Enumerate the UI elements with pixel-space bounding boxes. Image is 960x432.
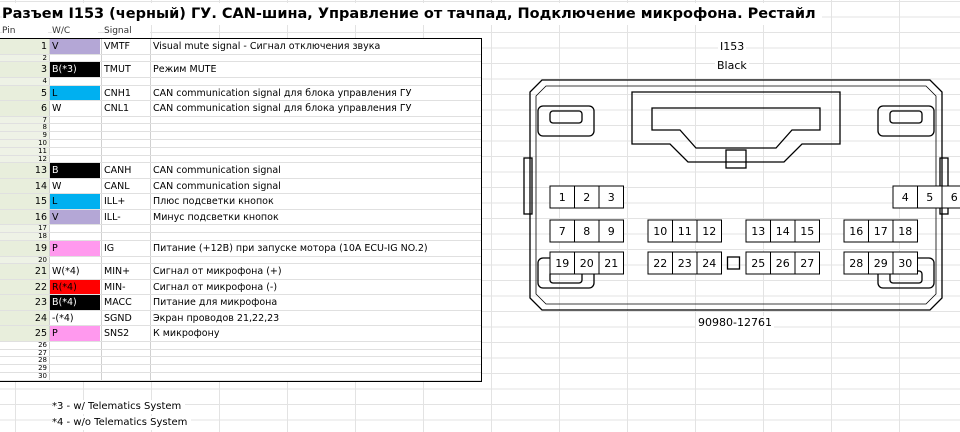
pin-row	[0, 326, 482, 342]
pin-row	[0, 264, 482, 280]
cavity-number: 24	[702, 257, 717, 270]
wire-color: W	[50, 179, 100, 195]
pin-row	[0, 295, 482, 311]
pin-number: 1	[0, 39, 49, 55]
pin-row	[0, 163, 482, 179]
pin-number: 6	[0, 101, 49, 117]
lock-slot	[550, 111, 582, 123]
pin-number: 15	[0, 194, 49, 210]
signal-description: Минус подсветки кнопок	[153, 211, 279, 223]
pin-number: 12	[0, 156, 49, 164]
pin-number: 3	[0, 62, 49, 78]
connector-color-label: Black	[717, 59, 747, 72]
pin-number: 23	[0, 295, 49, 311]
connector-id-label: I153	[720, 40, 745, 53]
wire-color: -(*4)	[50, 311, 100, 327]
pin-number: 10	[0, 140, 49, 148]
wire-color: P	[50, 241, 100, 257]
pin-row	[0, 179, 482, 195]
signal-code: ILL-	[104, 211, 121, 223]
cavity-number: 5	[926, 191, 934, 204]
cavity-number: 19	[555, 257, 570, 270]
cavity-number: 6	[950, 191, 958, 204]
signal-code: VMTF	[104, 41, 130, 52]
note-telematics-with: *3 - w/ Telematics System	[52, 400, 185, 414]
pin-row	[0, 210, 482, 226]
pin-number: 26	[0, 342, 49, 350]
lock-slot	[890, 111, 922, 123]
signal-code: MIN+	[104, 266, 131, 278]
note-telematics-without: *4 - w/o Telematics System	[52, 416, 191, 430]
pin-number: 2	[0, 55, 49, 63]
pin-number: 27	[0, 350, 49, 358]
connector-diagram	[512, 38, 960, 338]
cavity-number: 4	[901, 191, 909, 204]
signal-code: CANH	[104, 165, 132, 177]
cavity-number: 12	[702, 225, 717, 238]
wire-color: B(*4)	[50, 295, 100, 311]
pin-number: 13	[0, 163, 49, 179]
wire-color: B(*3)	[50, 62, 100, 78]
pin-number: 7	[0, 117, 49, 125]
cavity-number: 8	[583, 225, 591, 238]
signal-code: SNS2	[104, 328, 130, 340]
cavity-number: 17	[873, 225, 888, 238]
pin-number: 17	[0, 225, 49, 233]
lever-key	[726, 150, 746, 168]
pin-row	[0, 101, 482, 117]
signal-description: Плюс подсветки кнопок	[153, 196, 274, 208]
pin-table	[0, 38, 482, 382]
cavity-number: 11	[677, 225, 692, 238]
cavity-number: 9	[607, 225, 615, 238]
header-signal: Signal	[104, 25, 150, 38]
pin-number: 29	[0, 365, 49, 373]
wire-color: L	[50, 194, 100, 210]
wire-color: V	[50, 210, 100, 226]
pin-number: 20	[0, 257, 49, 265]
cavity-number: 13	[751, 225, 766, 238]
pin-number: 18	[0, 233, 49, 241]
signal-code: CANL	[104, 180, 130, 192]
left-side-bump	[524, 158, 532, 214]
header-pin: Pin	[2, 25, 48, 38]
wire-color: W(*4)	[50, 264, 100, 280]
header-wc: W/C	[52, 25, 98, 38]
pin-row	[0, 62, 482, 78]
cavity-number: 1	[558, 191, 566, 204]
pin-number: 30	[0, 373, 49, 381]
pin-row	[0, 39, 482, 55]
signal-code: ILL+	[104, 196, 126, 208]
cavity-number: 30	[898, 257, 913, 270]
signal-description: CAN communication signal для блока управления ГУ	[153, 87, 412, 99]
signal-description: CAN communication signal	[153, 180, 281, 192]
pin-number: 28	[0, 357, 49, 365]
blank-cavity	[728, 257, 740, 269]
pin-number: 14	[0, 179, 49, 195]
cavity-number: 20	[579, 257, 594, 270]
signal-code: SGND	[104, 312, 132, 324]
cavity-number: 21	[604, 257, 619, 270]
signal-description: Питание (+12В) при запуске мотора (10A ECU-IG NO.2)	[153, 243, 428, 254]
connector-outline	[512, 68, 960, 338]
pin-number: 19	[0, 241, 49, 257]
signal-code: CNH1	[104, 87, 131, 99]
cavity-number: 26	[775, 257, 790, 270]
cavity-number: 25	[751, 257, 766, 270]
wire-color: V	[50, 39, 100, 55]
wire-color: B	[50, 163, 100, 179]
pin-number: 16	[0, 210, 49, 226]
cavity-number: 2	[583, 191, 591, 204]
cavity-number: 28	[849, 257, 864, 270]
signal-description: Режим MUTE	[153, 64, 217, 76]
cavity-number: 22	[653, 257, 668, 270]
signal-description: Сигнал от микрофона (+)	[153, 266, 282, 278]
signal-description: CAN communication signal для блока управления ГУ	[153, 103, 412, 115]
pin-number: 9	[0, 132, 49, 140]
cavity-number: 18	[898, 225, 913, 238]
signal-code: CNL1	[104, 103, 130, 115]
wire-color: L	[50, 86, 100, 102]
wire-color: R(*4)	[50, 280, 100, 296]
signal-code: TMUT	[104, 64, 131, 76]
pin-number: 25	[0, 326, 49, 342]
signal-description: Питание для микрофона	[153, 297, 278, 309]
pin-number: 21	[0, 264, 49, 280]
part-number: 90980-12761	[698, 316, 772, 329]
signal-description: CAN communication signal	[153, 165, 281, 177]
wire-color: W	[50, 101, 100, 117]
cavity-number: 14	[775, 225, 790, 238]
pin-row	[0, 311, 482, 327]
pin-number: 24	[0, 311, 49, 327]
pin-number: 5	[0, 86, 49, 102]
pin-number: 11	[0, 148, 49, 156]
cavity-number: 27	[800, 257, 815, 270]
signal-description: К микрофону	[153, 328, 220, 340]
cavity-number: 3	[607, 191, 615, 204]
sheet-title: Разъем I153 (черный) ГУ. CAN-шина, Управление от тачпад, Подключение микрофона. Рестайл	[2, 3, 822, 25]
signal-description: Visual mute signal - Сигнал отключения звука	[153, 41, 381, 52]
pin-row	[0, 280, 482, 296]
pin-number: 22	[0, 280, 49, 296]
pin-number: 4	[0, 78, 49, 86]
cavity-number: 15	[800, 225, 815, 238]
signal-code: MACC	[104, 297, 132, 309]
signal-code: MIN-	[104, 281, 126, 293]
pin-row	[0, 86, 482, 102]
wire-color: P	[50, 326, 100, 342]
cavity-number: 16	[849, 225, 864, 238]
cavity-number: 29	[873, 257, 888, 270]
cavity-number: 10	[653, 225, 668, 238]
cavity-number: 7	[558, 225, 566, 238]
pin-row	[0, 194, 482, 210]
signal-description: Экран проводов 21,22,23	[153, 312, 280, 324]
cavity-number: 23	[677, 257, 692, 270]
center-lever	[632, 92, 840, 162]
signal-description: Сигнал от микрофона (-)	[153, 281, 278, 293]
center-lever-inner	[652, 108, 820, 148]
pin-number: 8	[0, 124, 49, 132]
signal-code: IG	[104, 243, 115, 254]
pin-row	[0, 241, 482, 257]
